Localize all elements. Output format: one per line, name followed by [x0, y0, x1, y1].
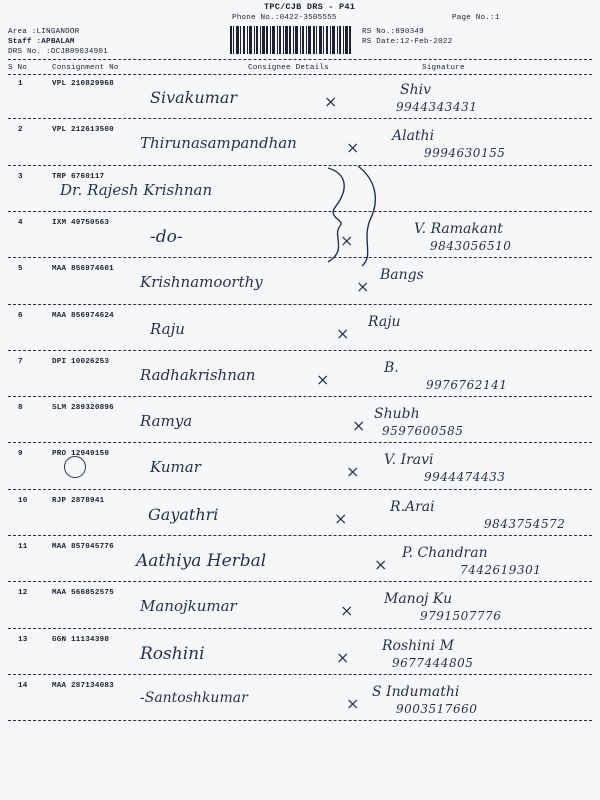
row-signature: P. Chandran: [402, 545, 488, 561]
row-consignment-no: TRP 6760117: [52, 172, 105, 181]
row-cross-mark: ×: [336, 647, 350, 667]
row-consignee-handwritten: -do-: [150, 226, 183, 247]
row-cross-mark: ×: [346, 462, 360, 482]
area-label: Area :LINGANOOR: [8, 28, 80, 36]
row-phone-handwritten: 9843754572: [484, 516, 566, 531]
row-phone-handwritten: 9791507776: [420, 609, 502, 624]
row-consignee-handwritten: Dr. Rajesh Krishnan: [60, 180, 213, 199]
row-phone-handwritten: 9994630155: [424, 146, 506, 161]
row-consignment-no: SLM 289320896: [52, 404, 114, 413]
row-divider: [8, 257, 592, 258]
row-phone-handwritten: 7442619301: [460, 563, 542, 577]
row-consignment-no: IXM 49750563: [52, 218, 110, 227]
row-sno: 9: [18, 450, 23, 459]
row-signature: Manoj Ku: [384, 591, 453, 608]
row-consignment-no: PRO 12949159: [52, 450, 110, 459]
row-sno: 4: [18, 218, 23, 227]
row-signature: B.: [384, 359, 399, 376]
sheet-title: TPC/CJB DRS - P41: [264, 2, 356, 12]
row-signature: Bangs: [380, 267, 424, 284]
phone-number: Phone No.:0422-3505555: [232, 14, 337, 22]
barcode-image: [230, 26, 352, 54]
row-cross-mark: ×: [334, 508, 348, 528]
row-sno: 13: [18, 635, 28, 644]
row-consignment-no: MAA 856974624: [52, 311, 114, 320]
row-phone-handwritten: 9003517660: [396, 701, 478, 716]
row-cross-mark: ×: [352, 416, 366, 436]
col-header-sno: S No: [8, 64, 28, 72]
row-consignee-handwritten: Sivakumar: [150, 88, 238, 107]
row-phone-handwritten: 9597600585: [382, 424, 464, 439]
row-sno: 14: [18, 681, 28, 690]
row-phone-handwritten: 9944474433: [424, 470, 506, 485]
row-signature: V. Iravi: [384, 452, 434, 469]
row-consignee-handwritten: Thirunasampandhan: [140, 134, 297, 153]
row-cross-mark: ×: [336, 323, 350, 343]
row-signature: Roshini M: [382, 637, 454, 654]
row-divider: [8, 304, 592, 305]
column-header-divider: [8, 74, 592, 75]
row-phone-handwritten: 9843056510: [430, 238, 512, 253]
bracket-mark-icon: [318, 160, 388, 270]
row-sno: 5: [18, 265, 23, 274]
row-cross-mark: ×: [340, 230, 354, 250]
row-sno: 3: [18, 172, 23, 181]
row-sno: 2: [18, 126, 23, 135]
row-phone-handwritten: 9944343431: [396, 100, 478, 114]
col-header-consignee: Consignee Details: [248, 64, 329, 72]
row-sno: 8: [18, 404, 23, 413]
row-divider: [8, 720, 592, 721]
row-sno: 10: [18, 496, 28, 505]
row-signature: Alathi: [392, 128, 435, 145]
row-divider: [8, 211, 592, 212]
row-divider: [8, 535, 592, 536]
row-signature: R.Arai: [390, 498, 435, 515]
row-divider: [8, 350, 592, 351]
page-number: Page No.:1: [452, 14, 500, 22]
row-divider: [8, 581, 592, 582]
row-consignment-no: VPL 212613500: [52, 126, 114, 135]
row-sno: 6: [18, 311, 23, 320]
row-signature: Raju: [368, 313, 401, 330]
row-phone-handwritten: 9976762141: [426, 377, 508, 392]
row-cross-mark: ×: [356, 277, 370, 297]
row-consignment-no: MAA 287134083: [52, 681, 114, 690]
row-consignment-no: VPL 210829968: [52, 80, 114, 88]
row-phone-handwritten: 9677444805: [392, 655, 474, 670]
row-consignee-handwritten: Raju: [150, 319, 185, 338]
row-divider: [8, 442, 592, 443]
row-divider: [8, 674, 592, 675]
row-sno: 7: [18, 357, 23, 366]
row-consignment-no: MAA 856974601: [52, 265, 114, 274]
row-signature: V. Ramakant: [414, 220, 503, 237]
row-consignment-no: RJP 2878941: [52, 496, 105, 505]
row-cross-mark: ×: [374, 555, 388, 574]
row-consignee-handwritten: -Santoshkumar: [140, 689, 248, 706]
row-cross-mark: ×: [340, 601, 354, 621]
row-consignee-handwritten: Ramya: [140, 412, 193, 431]
row-divider: [8, 396, 592, 397]
header-divider: [8, 59, 592, 60]
drs-number: DRS No. :DCJB89034901: [8, 48, 108, 56]
col-header-consignment: Consignment No: [52, 64, 119, 72]
row-consignee-handwritten: Manojkumar: [140, 597, 237, 616]
rs-date: RS Date:12-Feb-2022: [362, 38, 453, 46]
row-consignee-handwritten: Radhakrishnan: [140, 365, 256, 384]
row-divider: [8, 165, 592, 166]
row-consignee-handwritten: Roshini: [140, 643, 205, 664]
row-signature: Shiv: [400, 82, 431, 98]
row-signature: Shubh: [374, 406, 420, 423]
row-divider: [8, 118, 592, 119]
rs-number: RS No.:890349: [362, 28, 424, 36]
row-consignment-no: MAA 857045776: [52, 543, 114, 551]
staff-label: Staff :APBALAM: [8, 38, 75, 46]
row-consignee-handwritten: Aathiya Herbal: [136, 551, 267, 571]
circled-mark-icon: [64, 456, 86, 478]
row-sno: 12: [18, 589, 28, 598]
row-cross-mark: ×: [324, 92, 338, 111]
row-signature: S Indumathi: [372, 683, 460, 700]
row-cross-mark: ×: [346, 693, 360, 713]
row-consignment-no: DPI 10026253: [52, 357, 110, 366]
row-consignee-handwritten: Krishnamoorthy: [140, 273, 263, 292]
row-consignment-no: MAA 566852575: [52, 589, 114, 598]
row-sno: 11: [18, 543, 28, 551]
row-cross-mark: ×: [316, 369, 330, 389]
row-sno: 1: [18, 80, 23, 88]
row-consignee-handwritten: Gayathri: [148, 504, 219, 524]
row-cross-mark: ×: [346, 138, 360, 158]
row-consignment-no: GGN 11134398: [52, 635, 110, 644]
row-divider: [8, 489, 592, 490]
col-header-signature: Signature: [422, 64, 465, 72]
row-divider: [8, 628, 592, 629]
row-consignee-handwritten: Kumar: [150, 458, 201, 477]
